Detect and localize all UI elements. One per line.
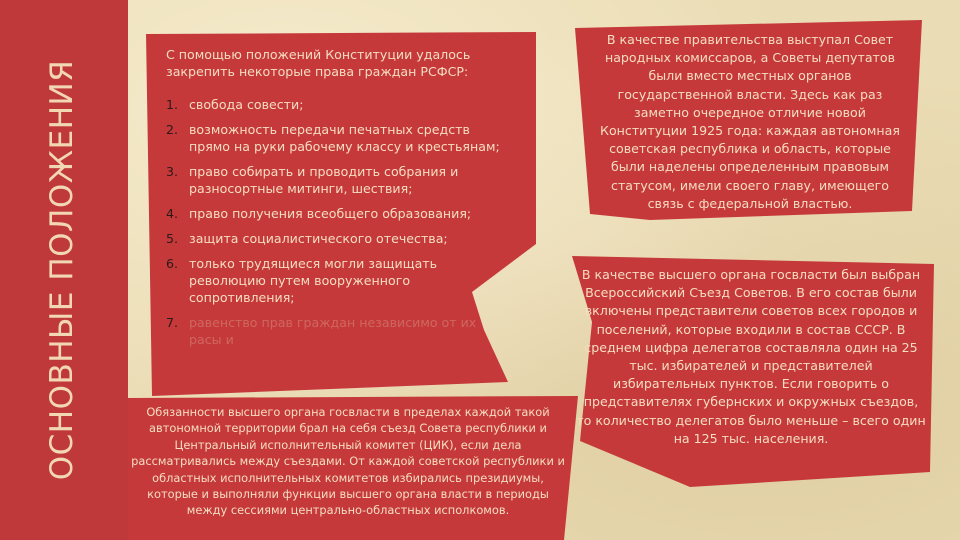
slide-title: ОСНОВНЫЕ ПОЛОЖЕНИЯ	[44, 59, 80, 481]
rights-list-item	[166, 230, 506, 247]
rights-intro: С помощью положений Конституции удалось закрепить некоторые права граждан РСФСР:	[166, 47, 471, 79]
rights-list-item	[166, 96, 506, 113]
list-number: 2.	[166, 122, 179, 137]
list-number: 3.	[166, 164, 179, 179]
duties-text: Обязанности высшего органа госвласти в пределах каждой такой автономной территории брал на себя съезд Совета республики и Центральный исполнительный комитет (ЦИК), если дела рассматривались между съездами. От каждой советской республики и областных исполнительных комитетов избирались президиумы, которые и выполняли функции высшего органа власти в периоды между сессиями центрально-областных исполкомов.	[131, 405, 565, 518]
list-number: 7.	[166, 315, 179, 330]
rights-list-item	[166, 163, 506, 197]
list-item-text: возможность передачи печатных средств прямо на руки рабочему классу и крестьянам;	[189, 122, 500, 154]
list-item-text: право собирать и проводить собрания и разносортные митинги, шествия;	[189, 164, 459, 196]
government-text: В качестве правительства выступал Совет народных комиссаров, а Советы депутатов были вместо местных органов государственной власти. Здесь как раз заметно очередное отличие новой Конституции 1925 года: каждая автономная советская республика и область, которые были наделены определенным правовым статусом, имели своего главу, имеющего связь с федеральной властью.	[600, 32, 900, 211]
list-number: 6.	[166, 256, 179, 271]
rights-list-item	[166, 255, 506, 306]
rights-list	[166, 96, 506, 348]
congress-text: В качестве высшего органа госвласти был выбран Всероссийский Съезд Советов. В его состав были включены представители советов всех городов и поселений, которые входили в состав СССР. В среднем цифра делегатов составляла один на 25 тыс. избирателей и представителей избирательных пунктов. Если говорить о представителях губернских и окружных съездов, то количество делегатов было меньше – всего один на 125 тыс. населения.	[576, 267, 926, 446]
list-item-text: равенство прав граждан независимо от их расы и	[189, 315, 477, 347]
list-item-text: только трудящиеся могли защищать революцию путем вооруженного сопротивления;	[189, 256, 438, 305]
rights-list-item	[166, 314, 506, 348]
list-item-text: право получения всеобщего образования;	[189, 206, 472, 221]
list-item-text: защита социалистического отечества;	[189, 231, 448, 246]
rights-list-item	[166, 205, 506, 222]
rights-list-item	[166, 121, 506, 155]
list-number: 4.	[166, 206, 179, 221]
list-item-text: свобода совести;	[189, 97, 304, 112]
left-title-band	[0, 0, 128, 540]
list-number: 5.	[166, 231, 179, 246]
rights-panel	[166, 46, 506, 356]
list-number: 1.	[166, 97, 179, 112]
